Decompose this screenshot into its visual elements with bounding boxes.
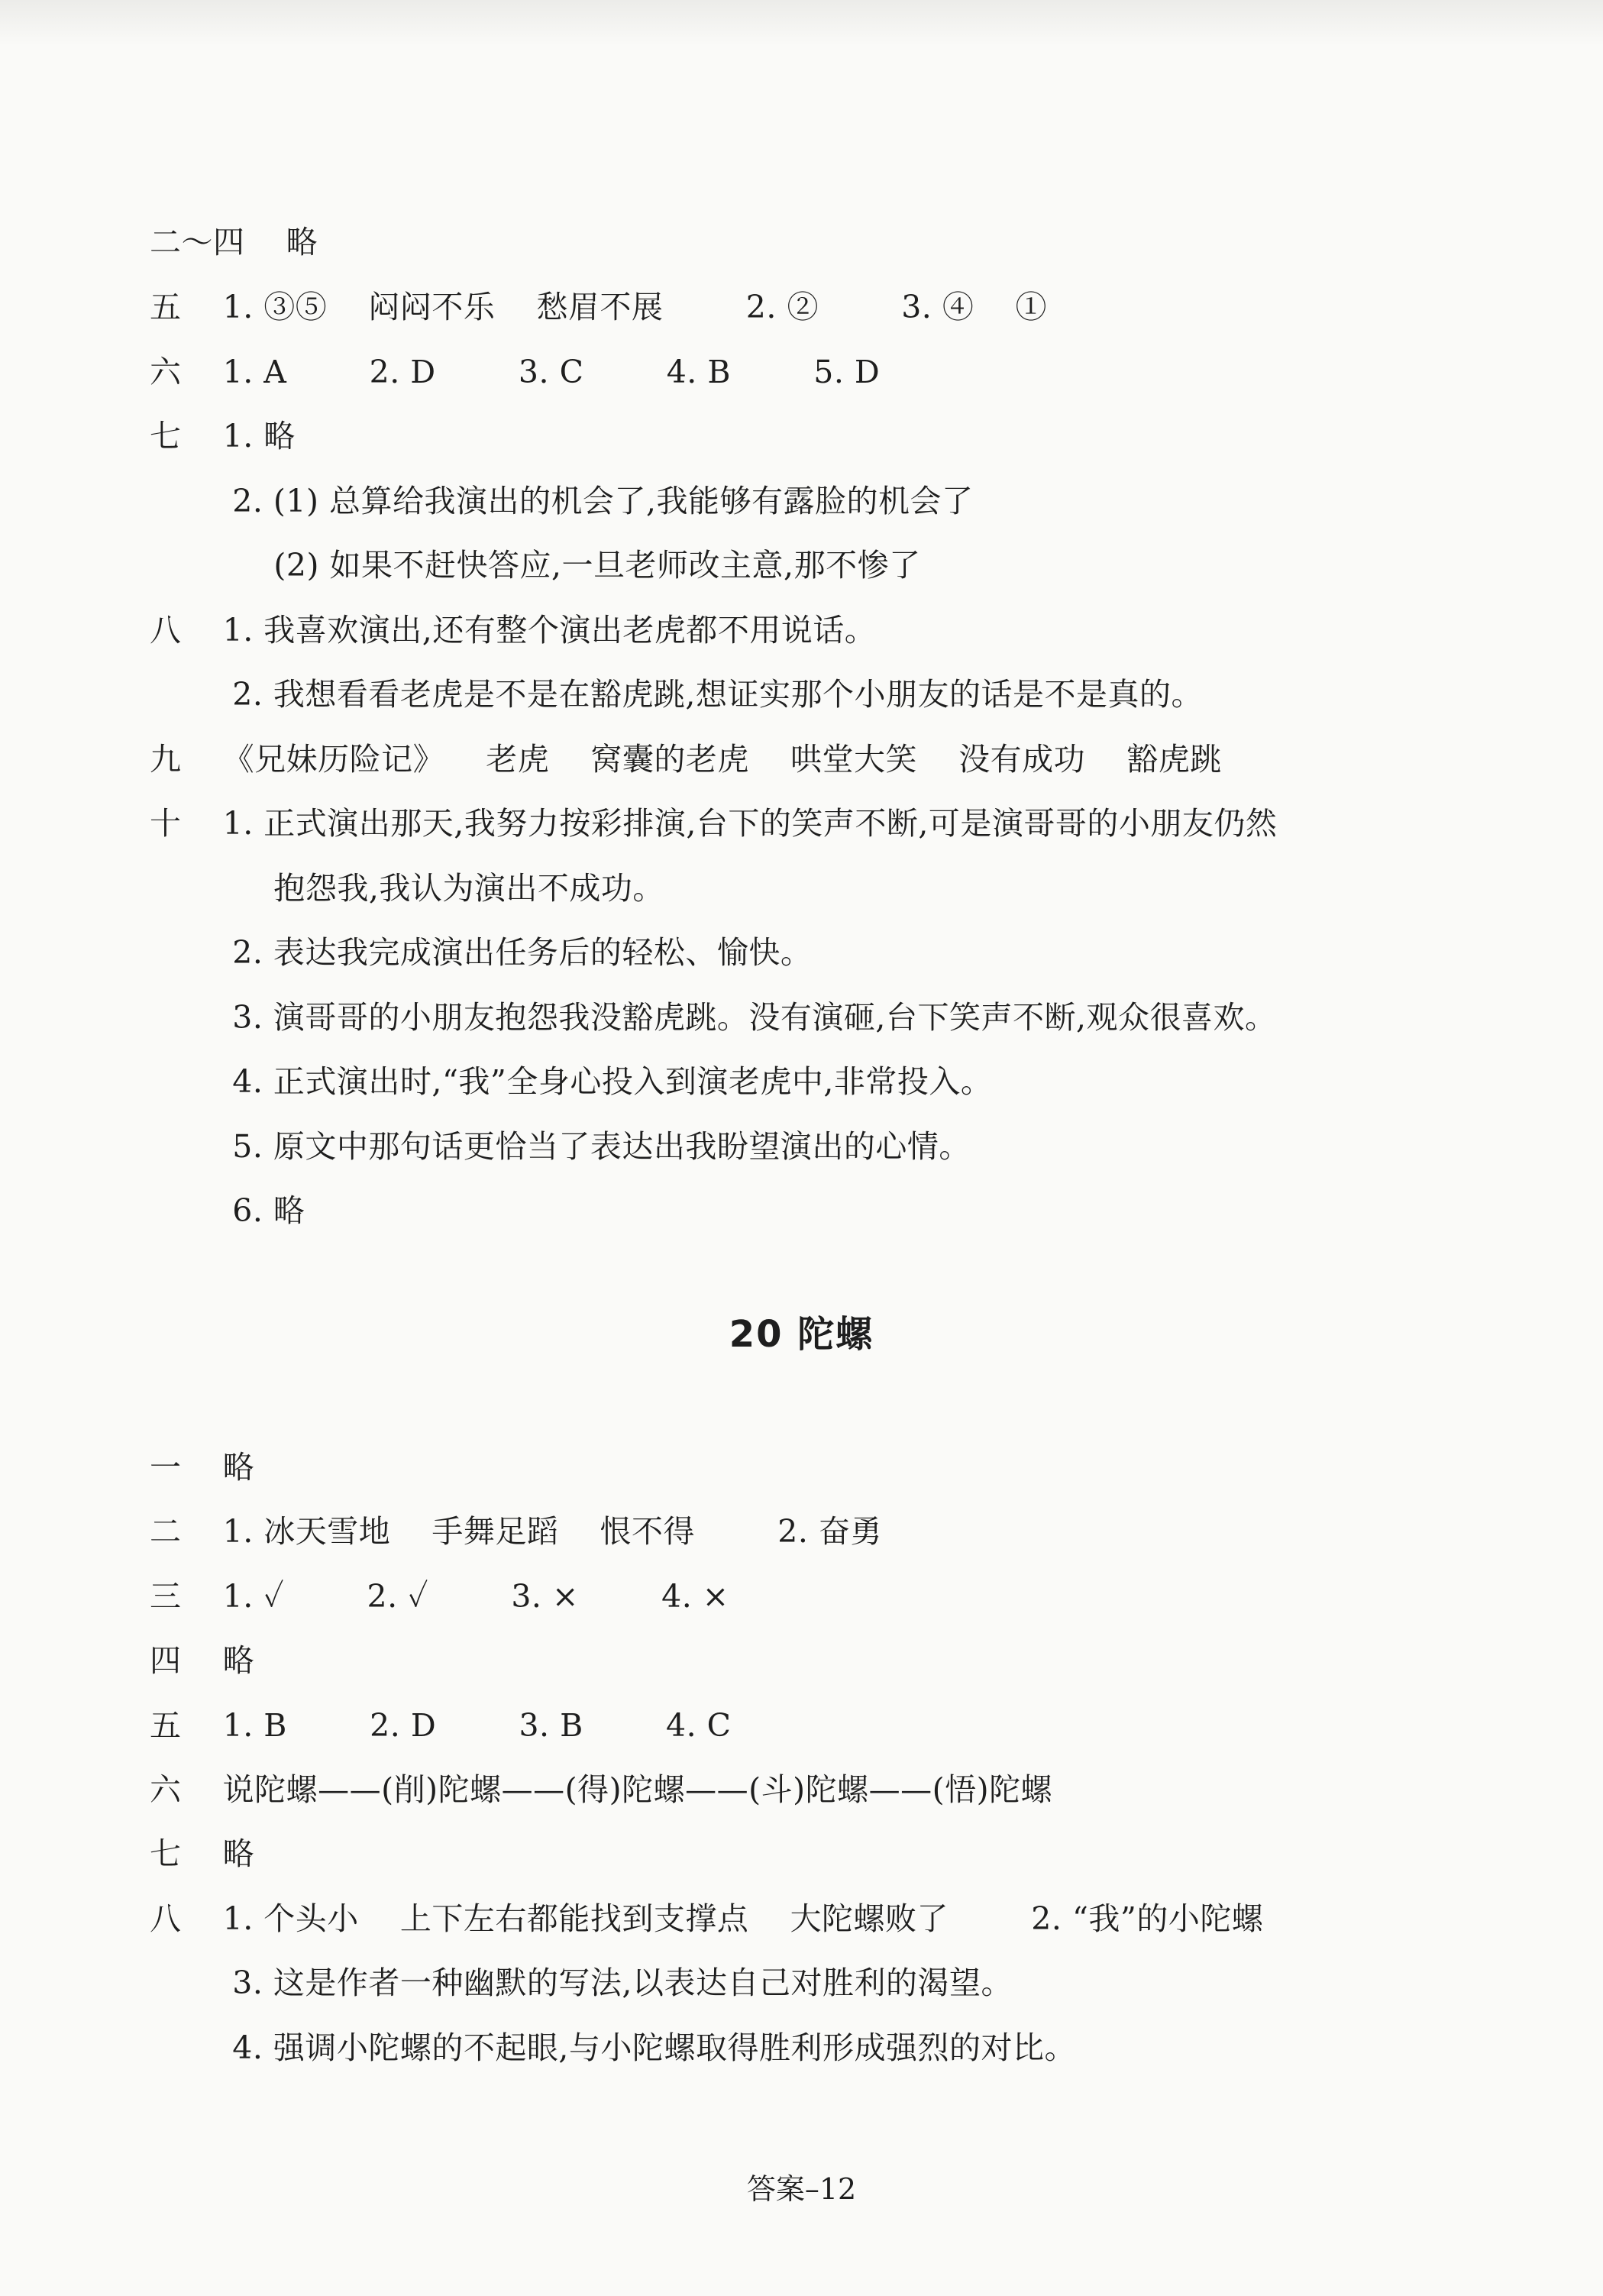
- page-number: 答案–12: [746, 2172, 857, 2206]
- answer-line: 一 略: [150, 1449, 255, 1486]
- answer-line: 6. 略: [150, 1192, 305, 1229]
- answer-line: 二～四 略: [150, 224, 318, 260]
- answer-line: 3. 这是作者一种幽默的写法,以表达自己对胜利的渴望。: [150, 1965, 1013, 2001]
- answer-line: 八 1. 个头小 上下左右都能找到支撑点 大陀螺败了 2. “我”的小陀螺: [150, 1900, 1264, 1937]
- answer-line: 3. 演哥哥的小朋友抱怨我没豁虎跳。没有演砸,台下笑声不断,观众很喜欢。: [150, 999, 1277, 1036]
- answer-line: 六 说陀螺——(削)陀螺——(得)陀螺——(斗)陀螺——(悟)陀螺: [150, 1771, 1053, 1808]
- answer-line: 5. 原文中那句话更恰当了表达出我盼望演出的心情。: [150, 1128, 971, 1165]
- answer-line: 2. 我想看看老虎是不是在豁虎跳,想证实那个小朋友的话是不是真的。: [150, 676, 1203, 713]
- answer-line: 八 1. 我喜欢演出,还有整个演出老虎都不用说话。: [150, 612, 877, 648]
- answer-line: 二 1. 冰天雪地 手舞足蹈 恨不得 2. 奋勇: [150, 1513, 882, 1550]
- scan-shadow: [0, 0, 1603, 46]
- answer-line: 三 1. ✓ 2. ✓ 3. × 4. ×: [150, 1578, 729, 1615]
- answer-line: 五 1. B 2. D 3. B 4. C: [150, 1707, 732, 1744]
- answer-line: 2. (1) 总算给我演出的机会了,我能够有露脸的机会了: [150, 483, 974, 519]
- answer-line: 五 1. ③⑤ 闷闷不乐 愁眉不展 2. ② 3. ④ ①: [150, 289, 1047, 325]
- answer-line: (2) 如果不赶快答应,一旦老师改主意,那不惨了: [150, 547, 921, 584]
- answer-line: 十 1. 正式演出那天,我努力按彩排演,台下的笑声不断,可是演哥哥的小朋友仍然: [150, 805, 1278, 842]
- answer-line: 4. 正式演出时,“我”全身心投入到演老虎中,非常投入。: [150, 1063, 993, 1100]
- answer-line: 4. 强调小陀螺的不起眼,与小陀螺取得胜利形成强烈的对比。: [150, 2029, 1076, 2066]
- answer-line: 九 《兄妹历险记》 老虎 窝囊的老虎 哄堂大笑 没有成功 豁虎跳: [150, 741, 1222, 778]
- answer-line: 七 1. 略: [150, 418, 296, 454]
- answer-line: 七 略: [150, 1835, 255, 1872]
- answer-line: 四 略: [150, 1642, 255, 1679]
- answer-line: 2. 表达我完成演出任务后的轻松、愉快。: [150, 934, 813, 971]
- answer-line: 六 1. A 2. D 3. C 4. B 5. D: [150, 354, 881, 390]
- section-title: 20 陀螺: [729, 1313, 874, 1356]
- answer-line: 抱怨我,我认为演出不成功。: [150, 870, 664, 907]
